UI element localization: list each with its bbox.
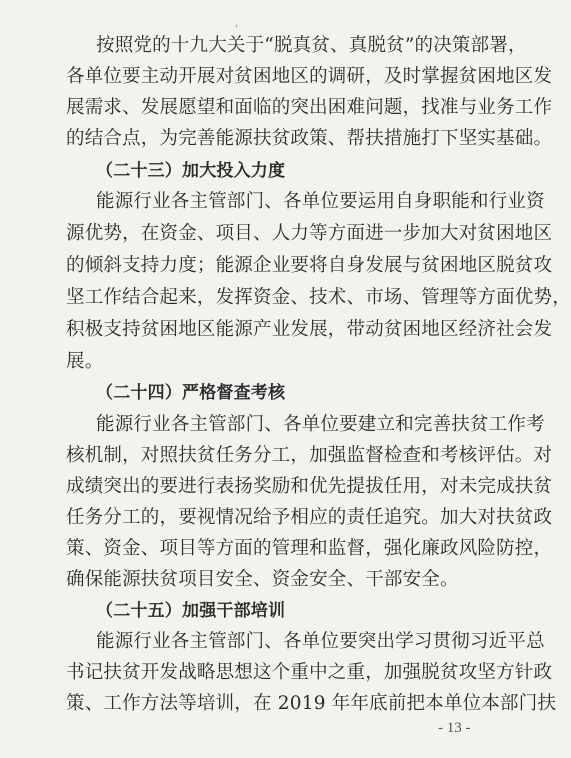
paragraph-line: 能源行业各主管部门、各单位要建立和完善扶贫工作考	[96, 414, 545, 435]
paragraph-line: 源优势，在资金、项目、人力等方面进一步加大对贫困地区	[66, 223, 553, 244]
page-number: - 13 -	[438, 720, 471, 736]
paragraph-line: 核机制，对照扶贫任务分工，加强监督检查和考核评估。对	[66, 445, 553, 466]
paragraph-line: 各单位要主动开展对贫困地区的调研，及时掌握贫困地区发	[66, 66, 553, 87]
paragraph-line: 按照党的十九大关于“脱真贫、真脱贫”的决策部署，	[96, 35, 527, 56]
paragraph-line: 的倾斜支持力度；能源企业要将自身发展与贫困地区脱贫攻	[66, 255, 553, 276]
paragraph-line: 策、资金、项目等方面的管理和监督，强化廉政风险防控，	[66, 538, 553, 559]
paragraph-line: 积极支持贫困地区能源产业发展，带动贫困地区经济社会发	[66, 319, 553, 340]
paragraph-line: 展需求、发展愿望和面临的突出困难问题，找准与业务工作	[66, 97, 553, 118]
paragraph-line: 的结合点，为完善能源扶贫政策、帮扶措施打下坚实基础。	[66, 128, 553, 149]
paragraph-line: 能源行业各主管部门、各单位要突出学习贯彻习近平总	[96, 631, 545, 652]
stray-mark: ，	[235, 18, 245, 29]
paragraph-line: 书记扶贫开发战略思想这个重中之重，加强脱贫攻坚方针政	[66, 662, 553, 683]
section-heading-24: （二十四）严格督查考核	[96, 383, 286, 403]
paragraph-line: 确保能源扶贫项目安全、资金安全、干部安全。	[66, 569, 459, 590]
section-heading-25: （二十五）加强干部培训	[96, 601, 286, 621]
paragraph-line: 成绩突出的要进行表扬奖励和优先提拔任用，对未完成扶贫	[66, 476, 553, 497]
paragraph-line: 策、工作方法等培训，在 2019 年年底前把本单位本部门扶	[66, 693, 557, 714]
paragraph-line: 能源行业各主管部门、各单位要运用自身职能和行业资	[96, 191, 545, 212]
paragraph-line: 任务分工的，要视情况给予相应的责任追究。加大对扶贫政	[66, 507, 553, 528]
section-heading-23: （二十三）加大投入力度	[96, 161, 286, 181]
paragraph-line: 坚工作结合起来，发挥资金、技术、市场、管理等方面优势，	[66, 287, 571, 308]
paragraph-line: 展。	[66, 351, 104, 372]
